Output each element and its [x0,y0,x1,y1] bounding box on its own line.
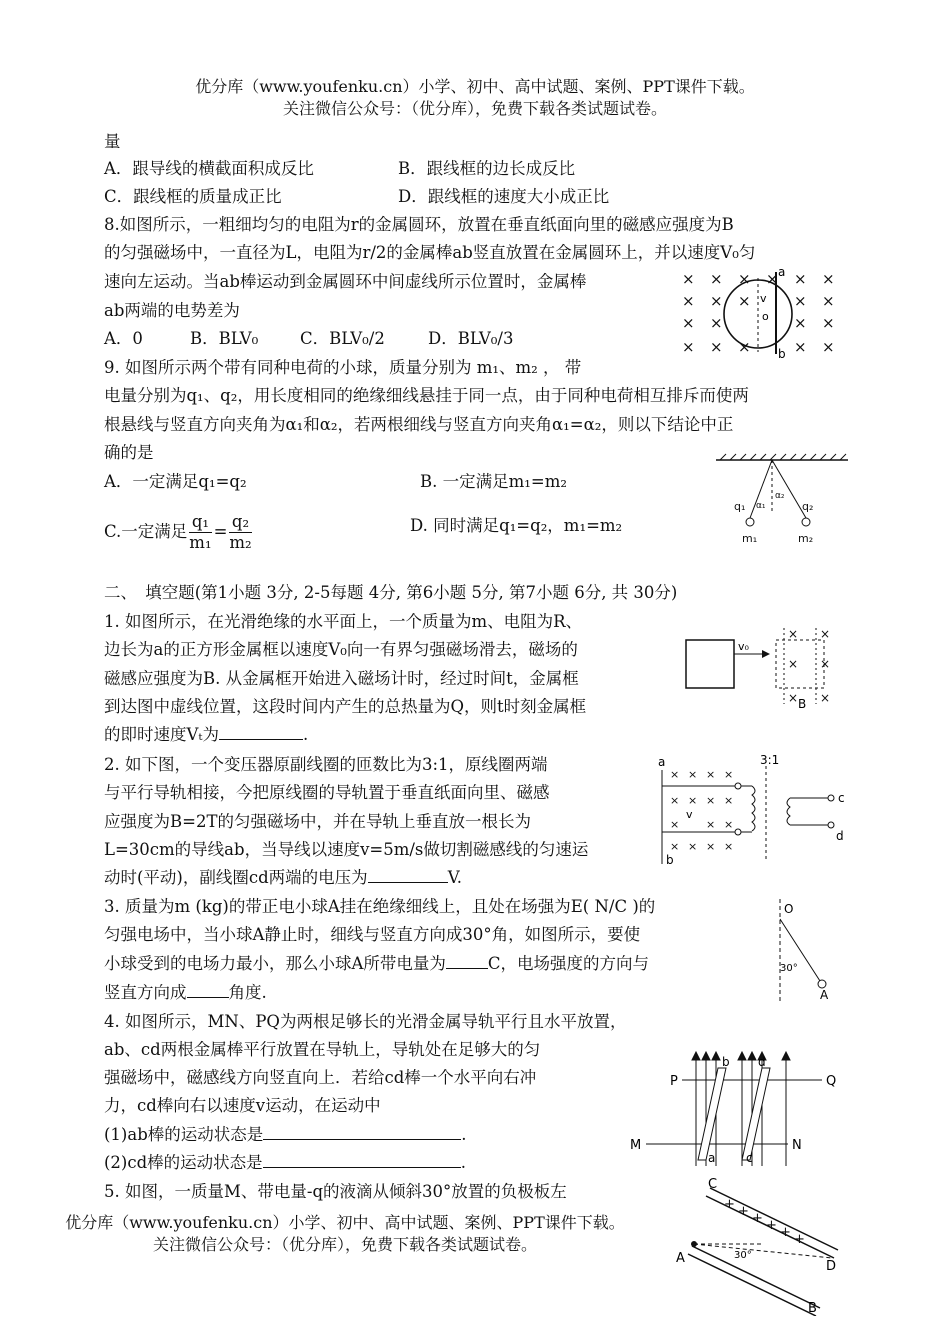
label-d3: d [758,1055,766,1069]
label-b2: b [666,853,674,867]
pendulum-figure [770,895,840,1005]
label-a: a [778,265,786,279]
svg-text:×: × [788,657,799,671]
svg-text:×: × [710,292,723,310]
f2-line-5: 动时(平动)，副线圈cd两端的电压为 V. [104,868,462,887]
f1-line-2: 边长为a的正方形金属框以速度V₀向一有界匀强磁场滑去，磁场的 [104,640,578,659]
label-d: d [836,829,844,843]
ceiling-hatching [720,454,846,460]
f1-line-5: 的即时速度Vₜ为 . [104,725,309,744]
q9-line-4: 确的是 [104,443,154,462]
svg-text:×: × [670,818,680,831]
svg-text:×: × [670,794,680,807]
q8-option-d: D．BLV₀/3 [428,329,514,348]
f3-line-1: 3. 质量为m (kg)的带正电小球A挂在绝缘细线上，且处在场强为E( N/C )的 [104,897,656,916]
f3-line-3: 小球受到的电场力最小，那么小球A所带电量为 C，电场强度的方向与 [104,954,650,973]
label-O: O [784,902,794,916]
f4-line-4: 力，cd棒向右以速度v运动，在运动中 [104,1096,381,1115]
ball-A [818,980,826,988]
svg-text:×: × [682,292,695,310]
trajectory [694,1244,832,1258]
dashed-position [776,640,824,688]
label-D: D [826,1259,837,1274]
q8-option-b: B．BLV₀ [190,329,259,348]
rod-ab [698,1068,726,1160]
label-q2: q₂ [802,500,814,513]
q8-line-1: 8.如图所示，一粗细均匀的电阻为r的金属圆环，放置在垂直纸面向里的磁感应强度为B [104,215,734,234]
label-A: A [820,988,829,1002]
label-30deg-b: 30° [734,1250,752,1261]
f2-line-2: 与平行导轨相接，今把原线圈的导轨置于垂直纸面向里、磁感 [104,783,550,802]
label-alpha2: α₂ [775,491,785,501]
label-P: P [670,1074,678,1089]
answer-blank[interactable] [446,968,488,969]
svg-text:×: × [688,768,698,781]
secondary-coil [787,798,790,825]
svg-text:+: + [724,1197,735,1212]
label-alpha1: α₁ [756,501,766,511]
ball-left [746,518,754,526]
label-30deg: 30° [780,963,798,974]
svg-text:×: × [820,628,831,641]
svg-text:×: × [682,314,695,332]
equals-sign: = [213,522,228,541]
svg-text:+: + [794,1232,805,1247]
svg-text:×: × [706,840,716,853]
svg-text:×: × [766,270,779,288]
f3-line-2: 匀强电场中，当小球A静止时，细线与竖直方向成30°角，如图所示，要使 [104,925,641,944]
f4-line-5: (1)ab棒的运动状态是 . [104,1125,467,1144]
answer-blank[interactable] [187,997,229,998]
svg-text:+: + [738,1204,749,1219]
svg-text:×: × [788,628,799,641]
svg-text:×: × [794,270,807,288]
q9-line-2: 电量分别为q₁、q₂，用长度相同的绝缘细线悬挂于同一点，由于同种电荷相互排斥而使两 [104,386,749,405]
label-c3: c [746,1151,753,1165]
field-cross-marks-2 [788,628,830,705]
q8-line-3: 速向左运动。当ab棒运动到金属圆环中间虚线所示位置时，金属棒 [104,272,587,291]
section-2-title: 二、 填空题(第1小题 3分, 2-5每题 4分, 第6小题 5分, 第7小题 6分, 共 30分) [104,583,678,602]
charged-balls-figure [712,452,852,552]
svg-text:×: × [688,794,698,807]
thread-right [772,460,806,518]
f4-line-6: (2)cd棒的运动状态是 . [104,1153,466,1172]
header-line-2: 关注微信公众号：（优分库），免费下载各类试题试卷。 [282,99,667,118]
svg-text:×: × [822,270,835,288]
label-v0: v₀ [738,640,749,653]
svg-text:×: × [670,768,680,781]
svg-text:×: × [738,292,751,310]
f1-line-4: 到达图中虚线位置，这段时间内产生的总热量为Q，则t时刻金属框 [104,697,587,716]
droplet [691,1241,697,1247]
svg-text:+: + [752,1211,763,1226]
label-b: b [778,347,786,361]
svg-text:+: + [766,1218,777,1233]
q8-option-c: C．BLV₀/2 [300,329,385,348]
svg-text:×: × [710,338,723,356]
primary-coil [752,786,755,831]
f4-line-2: ab、cd两根金属棒平行放置在导轨上，导轨处在足够大的匀 [104,1040,541,1059]
fraction-q1-m1: $\frac{\text{q₁}}{\text{m₁}}$ [189,512,212,552]
svg-text:×: × [794,338,807,356]
rails-rods-figure [626,1048,846,1168]
svg-text:×: × [724,818,734,831]
label-B: B [798,697,807,711]
label-m1: m₁ [742,532,758,545]
label-v2: v [686,808,693,821]
footer-line-1: 优分库（www.youfenku.cn）小学、初中、高中试题、案例、PPT课件下载。 [65,1213,625,1232]
f5-line-1: 5. 如图，一质量M、带电量-q的液滴从倾斜30°放置的负极板左 [104,1182,567,1201]
square-frame-figure [678,628,848,712]
svg-text:×: × [788,691,799,705]
label-v: v [760,292,767,305]
svg-text:×: × [794,314,807,332]
svg-text:×: × [794,292,807,310]
q9-option-b: B. 一定满足m₁=m₂ [420,472,567,491]
answer-blank[interactable] [263,1167,461,1168]
label-a2: a [658,755,666,769]
answer-blank[interactable] [368,882,448,883]
plate-bottom-2 [688,1254,816,1316]
q9-line-1: 9. 如图所示两个带有同种电荷的小球，质量分别为 m₁、m₂ ， 带 [104,358,582,377]
label-A-left: A [676,1251,685,1266]
svg-text:×: × [738,270,751,288]
field-cross-marks-3 [670,768,733,853]
label-C: C [708,1177,718,1192]
rod-cd [742,1068,770,1160]
svg-text:×: × [710,314,723,332]
svg-text:×: × [820,691,831,705]
label-b3: b [722,1055,730,1069]
svg-text:×: × [682,338,695,356]
svg-text:+: + [780,1225,791,1240]
q7-option-d: D．跟线框的速度大小成正比 [398,187,610,206]
q9-option-d: D. 同时满足q₁=q₂，m₁=m₂ [410,516,623,535]
svg-text:×: × [822,338,835,356]
q8-line-4: ab两端的电势差为 [104,301,240,320]
q8-line-2: 的匀强磁场中，一直径为L，电阻为r/2的金属棒ab竖直放置在金属圆环上，并以速度V₀匀 [104,243,756,262]
f4-line-1: 4. 如图所示，MN、PQ为两根足够长的光滑金属导轨平行且水平放置， [104,1012,627,1031]
f1-line-1: 1. 如图所示，在光滑绝缘的水平面上，一个质量为m、电阻为R、 [104,612,583,631]
label-c: c [838,791,845,805]
arrowhead [762,650,770,658]
answer-blank[interactable] [219,739,303,740]
q7-tail: 量 [104,132,121,151]
f4-line-3: 强磁场中，磁感线方向竖直向上．若给cd棒一个水平向右冲 [104,1068,537,1087]
square-frame [686,640,734,688]
svg-text:×: × [710,270,723,288]
q7-option-a: A．跟导线的横截面积成反比 [104,159,314,178]
field-cross-marks [682,270,835,356]
svg-text:×: × [670,840,680,853]
label-a3: a [708,1151,716,1165]
svg-text:×: × [706,794,716,807]
answer-blank[interactable] [263,1139,461,1140]
svg-text:×: × [688,840,698,853]
q9-line-3: 根悬线与竖直方向夹角为α₁和α₂，若两根细线与竖直方向夹角α₁=α₂，则以下结论中正 [104,415,734,434]
label-m2: m₂ [798,532,814,545]
label-N: N [792,1138,802,1153]
svg-text:×: × [706,768,716,781]
fraction-q2-m2: $\frac{\text{q₂}}{\text{m₂}}$ [229,512,252,552]
q9-option-c-label: C.一定满足 [104,522,188,541]
svg-text:×: × [724,840,734,853]
f3-line-4: 竖直方向成 角度. [104,983,267,1002]
plus-charges [724,1197,805,1247]
f2-line-1: 2. 如下图，一个变压器原副线圈的匝数比为3:1，原线圈两端 [104,755,548,774]
q8-option-a: A．0 [104,329,143,348]
f1-line-3: 磁感应强度为B. 从金属框开始进入磁场计时，经过时间t，金属框 [104,669,579,688]
svg-text:×: × [738,338,751,356]
q7-option-c: C．跟线框的质量成正比 [104,187,282,206]
q7-option-b: B．跟线框的边长成反比 [398,159,576,178]
svg-text:×: × [724,794,734,807]
svg-text:×: × [724,768,734,781]
label-B-bottom: B [808,1301,817,1316]
svg-text:×: × [706,818,716,831]
f2-line-3: 应强度为B=2T的匀强磁场中，并在导轨上垂直放一根长为 [104,812,531,831]
footer-line-2: 关注微信公众号：（优分库），免费下载各类试题试卷。 [152,1235,537,1254]
transformer-figure [656,752,856,870]
label-o: o [762,310,769,323]
q9-option-c [104,512,254,553]
svg-text:×: × [820,657,831,671]
q9-option-a: A．一定满足q₁=q₂ [104,472,247,491]
svg-text:×: × [822,314,835,332]
label-M: M [630,1138,642,1153]
f2-line-4: L=30cm的导线ab，当导线以速度v=5m/s做切割磁感线的匀速运 [104,840,589,859]
label-Q: Q [826,1074,837,1089]
header-line-1: 优分库（www.youfenku.cn）小学、初中、高中试题、案例、PPT课件下载。 [195,77,755,96]
inclined-plates-figure [672,1176,848,1316]
svg-text:×: × [822,292,835,310]
label-q1: q₁ [734,500,746,513]
ball-right [802,518,810,526]
label-ratio: 3:1 [760,753,780,767]
svg-text:×: × [682,270,695,288]
ring-field-figure [676,262,846,362]
